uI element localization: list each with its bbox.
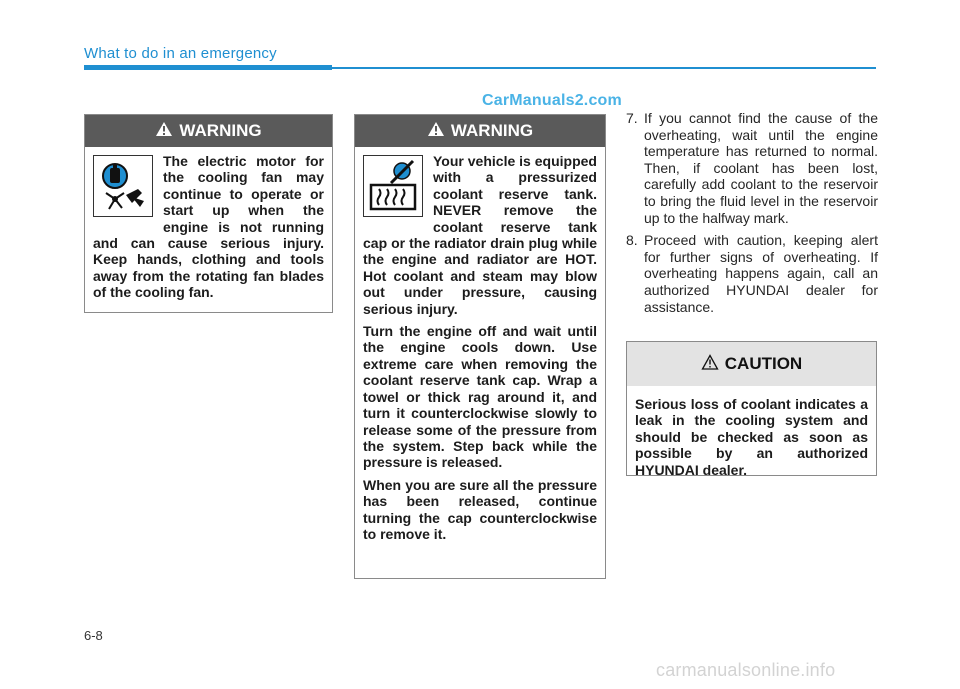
warning-paragraph-3: When you are sure all the pressure has been released, continue turning the cap counterclockwise to remove it. xyxy=(363,476,597,542)
step-item-7 xyxy=(626,110,878,226)
hot-coolant-reservoir-icon xyxy=(363,155,423,217)
header-rule-thick xyxy=(84,65,332,70)
warning-label: WARNING xyxy=(179,121,262,140)
procedure-steps xyxy=(626,110,878,321)
header-rule-thin xyxy=(332,67,876,69)
step-text: Proceed with caution, keeping alert for further signs of overheating. If overheating happens again, call an authorized HYUNDAI dealer for assistance. xyxy=(644,232,878,315)
warning-label: WARNING xyxy=(450,121,534,140)
warning-box-coolant-cap xyxy=(354,114,606,579)
warning-body xyxy=(355,147,605,550)
fan-hazard-icon xyxy=(93,155,153,217)
warning-box-cooling-fan xyxy=(84,114,333,313)
warning-paragraph-1: Your vehicle is equipped with a pressurized coolant reserve tank. NEVER remove the coolant reserve tank cap or the radiator drain plug while the engine and radiator are HOT. Hot coolant and steam may blow out under pressure, causing serious injury. xyxy=(363,153,597,317)
warning-header xyxy=(85,115,332,147)
warning-text: The electric motor for the cooling fan may continue to operate or start up when the engine is not running and can cause serious injury. Keep hands, clothing and tools away from the rotating fan blades of the cooling fan. xyxy=(93,153,324,301)
step-item-8 xyxy=(626,232,878,315)
warning-triangle-icon xyxy=(155,121,173,142)
caution-text: Serious loss of coolant indicates a leak in the cooling system and should be checked as soon as possible by an authorized HYUNDAI dealer. xyxy=(635,396,868,478)
page-number: 6-8 xyxy=(84,628,103,643)
warning-header xyxy=(355,115,605,147)
caution-triangle-icon xyxy=(701,354,719,375)
caution-body xyxy=(627,386,876,486)
warning-body xyxy=(85,147,332,309)
caution-box xyxy=(626,341,877,476)
watermark-top: CarManuals2.com xyxy=(482,92,622,109)
step-text: If you cannot find the cause of the overheating, wait until the engine temperature has returned to normal. Then, if coolant has been lost, carefully add coolant to the reservoir to bring the fluid level in the reservoir up to the halfway mark. xyxy=(644,110,878,226)
watermark-bottom: carmanualsonline.info xyxy=(656,660,836,680)
caution-header xyxy=(627,342,876,386)
warning-paragraph-2: Turn the engine off and wait until the engine cools down. Use extreme care when removing the coolant reserve tank cap. Wrap a towel or thick rag around it, and turn it counterclockwise slowly to release some of the pressure from the system. Step back while the pressure is released. xyxy=(363,323,597,471)
step-number: 7. xyxy=(626,110,638,126)
warning-triangle-icon xyxy=(427,121,445,142)
section-title: What to do in an emergency xyxy=(84,45,277,62)
caution-label: CAUTION xyxy=(724,354,803,373)
step-number: 8. xyxy=(626,232,638,249)
